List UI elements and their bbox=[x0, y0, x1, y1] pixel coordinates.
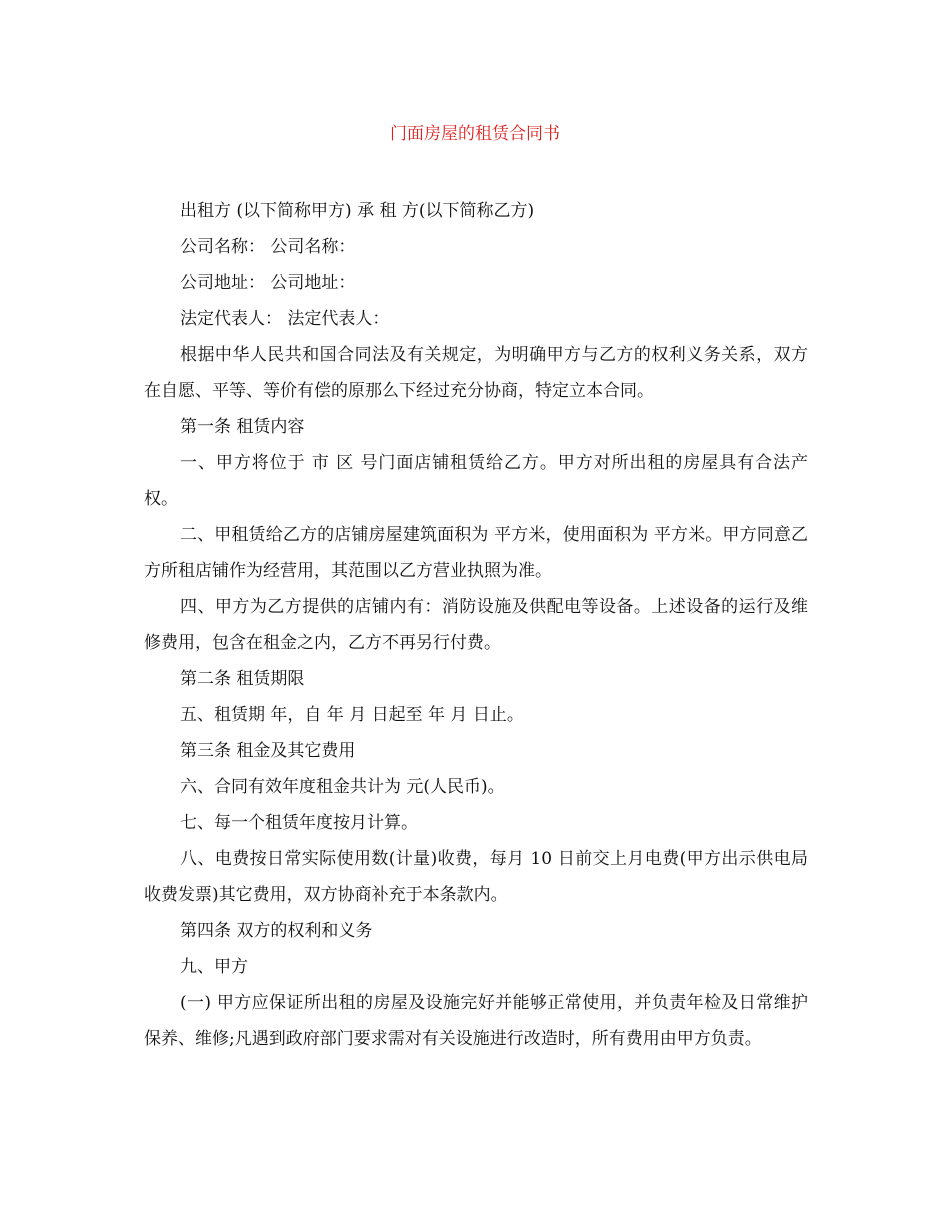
article-2-heading: 第二条 租赁期限 bbox=[180, 669, 305, 689]
preamble-paragraph: 根据中华人民共和国合同法及有关规定，为明确甲方与乙方的权利义务关系，双方在自愿、平等、等价有偿的原那么下经过充分协商，特定立本合同。 bbox=[144, 345, 808, 401]
article-4-heading: 第四条 双方的权利和义务 bbox=[180, 921, 373, 941]
clause-7: 七、每一个租赁年度按月计算。 bbox=[180, 813, 418, 833]
article-3-heading: 第三条 租金及其它费用 bbox=[180, 741, 356, 761]
clause-9-1: (一) 甲方应保证所出租的房屋及设施完好并能够正常使用，并负责年检及日常维护保养、维修;凡遇到政府部门要求需对有关设施进行改造时，所有费用由甲方负责。 bbox=[144, 993, 808, 1049]
clause-9-heading: 九、甲方 bbox=[180, 957, 248, 977]
document-title: 门面房屋的租赁合同书 bbox=[390, 124, 560, 144]
company-address-line: 公司地址： 公司地址： bbox=[180, 273, 356, 293]
document-body bbox=[144, 193, 808, 1057]
clause-5: 五、租赁期 年，自 年 月 日起至 年 月 日止。 bbox=[180, 705, 524, 725]
clause-4: 四、甲方为乙方提供的店铺内有：消防设施及供配电等设备。上述设备的运行及维修费用，包含在租金之内，乙方不再另行付费。 bbox=[144, 597, 808, 653]
legal-representative-line: 法定代表人： 法定代表人： bbox=[180, 309, 390, 329]
article-1-heading: 第一条 租赁内容 bbox=[180, 417, 305, 437]
clause-2: 二、甲租赁给乙方的店铺房屋建筑面积为 平方米，使用面积为 平方米。甲方同意乙方所租店铺作为经营用，其范围以乙方营业执照为准。 bbox=[144, 525, 808, 581]
clause-8: 八、电费按日常实际使用数(计量)收费，每月 10 日前交上月电费(甲方出示供电局收费发票)其它费用，双方协商补充于本条款内。 bbox=[144, 849, 808, 905]
parties-line: 出租方 (以下简称甲方) 承 租 方(以下简称乙方) bbox=[180, 201, 535, 221]
clause-1: 一、甲方将位于 市 区 号门面店铺租赁给乙方。甲方对所出租的房屋具有合法产权。 bbox=[144, 453, 808, 509]
company-name-line: 公司名称： 公司名称： bbox=[180, 237, 356, 257]
clause-6: 六、合同有效年度租金共计为 元(人民币)。 bbox=[180, 777, 505, 797]
